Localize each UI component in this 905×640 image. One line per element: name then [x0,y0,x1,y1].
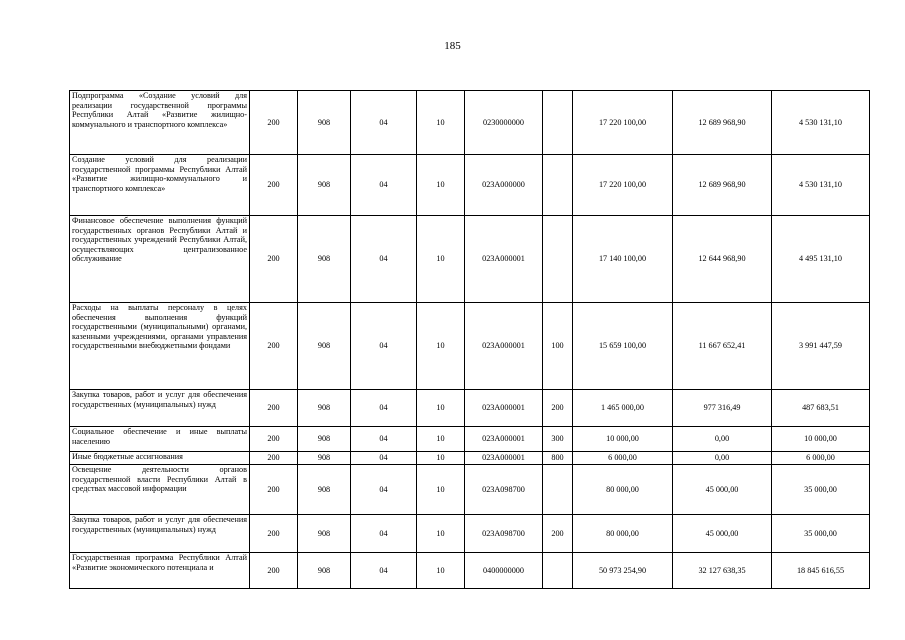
expense-type-cell: 100 [543,303,573,390]
amount-plan-cell: 15 659 100,00 [573,303,673,390]
amount-executed-cell: 0,00 [673,427,772,452]
section-code-cell: 04 [351,465,417,515]
department-code-cell: 908 [298,427,351,452]
amount-remaining-cell: 487 683,51 [772,390,870,427]
expense-type-cell: 300 [543,427,573,452]
expense-type-cell [543,216,573,303]
table-row [70,427,870,452]
subsection-code-cell: 10 [417,427,465,452]
department-code-cell: 908 [298,303,351,390]
table-row [70,303,870,390]
row-name-cell: Создание условий для реализации государственной программы Республики Алтай «Развитие жилищно-коммунального и транспортного комплекса» [70,155,250,216]
expense-type-cell: 800 [543,452,573,465]
subsection-code-cell: 10 [417,155,465,216]
table-row [70,390,870,427]
section-code-cell: 04 [351,155,417,216]
admin-code-cell: 200 [250,427,298,452]
amount-plan-cell: 50 973 254,90 [573,553,673,589]
amount-plan-cell: 6 000,00 [573,452,673,465]
amount-remaining-cell: 4 530 131,10 [772,155,870,216]
department-code-cell: 908 [298,216,351,303]
admin-code-cell: 200 [250,155,298,216]
table-row [70,155,870,216]
amount-executed-cell: 32 127 638,35 [673,553,772,589]
target-article-cell: 0230000000 [465,91,543,155]
department-code-cell: 908 [298,452,351,465]
section-code-cell: 04 [351,303,417,390]
page-number: 185 [444,40,461,52]
subsection-code-cell: 10 [417,216,465,303]
row-name-cell: Освещение деятельности органов государственной власти Республики Алтай в средствах массовой информации [70,465,250,515]
department-code-cell: 908 [298,390,351,427]
target-article-cell: 023А098700 [465,465,543,515]
amount-remaining-cell: 35 000,00 [772,465,870,515]
target-article-cell: 023А000001 [465,216,543,303]
expense-type-cell: 200 [543,515,573,553]
amount-plan-cell: 80 000,00 [573,515,673,553]
target-article-cell: 0400000000 [465,553,543,589]
admin-code-cell: 200 [250,515,298,553]
section-code-cell: 04 [351,427,417,452]
section-code-cell: 04 [351,515,417,553]
target-article-cell: 023А000001 [465,452,543,465]
department-code-cell: 908 [298,515,351,553]
section-code-cell: 04 [351,452,417,465]
table-row [70,91,870,155]
amount-plan-cell: 80 000,00 [573,465,673,515]
subsection-code-cell: 10 [417,465,465,515]
expense-type-cell [543,553,573,589]
section-code-cell: 04 [351,390,417,427]
section-code-cell: 04 [351,553,417,589]
expense-type-cell [543,91,573,155]
row-name-cell: Подпрограмма «Создание условий для реализации государственной программы Республики Алтай «Развитие жилищно-коммунального и транспортного комплекса» [70,91,250,155]
target-article-cell: 023А000001 [465,390,543,427]
department-code-cell: 908 [298,465,351,515]
row-name-cell: Социальное обеспечение и иные выплаты населению [70,427,250,452]
admin-code-cell: 200 [250,303,298,390]
row-name-cell: Закупка товаров, работ и услуг для обеспечения государственных (муниципальных) нужд [70,515,250,553]
table-row [70,465,870,515]
subsection-code-cell: 10 [417,515,465,553]
subsection-code-cell: 10 [417,303,465,390]
expense-type-cell: 200 [543,390,573,427]
table-row [70,452,870,465]
row-name-cell: Расходы на выплаты персоналу в целях обеспечения выполнения функций государственными (муниципальными) органами, казенными учреждениями, органами управления государственными внебюджетными фондами [70,303,250,390]
table-row [70,515,870,553]
row-name-cell: Иные бюджетные ассигнования [70,452,250,465]
target-article-cell: 023А000001 [465,427,543,452]
amount-remaining-cell: 6 000,00 [772,452,870,465]
table-row [70,216,870,303]
expense-type-cell [543,155,573,216]
row-name-cell: Закупка товаров, работ и услуг для обеспечения государственных (муниципальных) нужд [70,390,250,427]
admin-code-cell: 200 [250,452,298,465]
expense-type-cell [543,465,573,515]
subsection-code-cell: 10 [417,452,465,465]
admin-code-cell: 200 [250,390,298,427]
target-article-cell: 023А000001 [465,303,543,390]
amount-remaining-cell: 4 495 131,10 [772,216,870,303]
amount-executed-cell: 45 000,00 [673,515,772,553]
target-article-cell: 023А098700 [465,515,543,553]
target-article-cell: 023А000000 [465,155,543,216]
amount-plan-cell: 17 140 100,00 [573,216,673,303]
amount-plan-cell: 17 220 100,00 [573,91,673,155]
amount-executed-cell: 0,00 [673,452,772,465]
amount-executed-cell: 45 000,00 [673,465,772,515]
admin-code-cell: 200 [250,216,298,303]
amount-remaining-cell: 10 000,00 [772,427,870,452]
row-name-cell: Государственная программа Республики Алтай «Развитие экономического потенциала и [70,553,250,589]
subsection-code-cell: 10 [417,390,465,427]
table-row [70,553,870,589]
admin-code-cell: 200 [250,553,298,589]
subsection-code-cell: 10 [417,91,465,155]
amount-executed-cell: 12 689 968,90 [673,91,772,155]
admin-code-cell: 200 [250,465,298,515]
amount-remaining-cell: 18 845 616,55 [772,553,870,589]
amount-executed-cell: 12 644 968,90 [673,216,772,303]
budget-table [69,90,870,589]
section-code-cell: 04 [351,216,417,303]
amount-remaining-cell: 4 530 131,10 [772,91,870,155]
section-code-cell: 04 [351,91,417,155]
amount-executed-cell: 977 316,49 [673,390,772,427]
admin-code-cell: 200 [250,91,298,155]
subsection-code-cell: 10 [417,553,465,589]
amount-plan-cell: 17 220 100,00 [573,155,673,216]
department-code-cell: 908 [298,553,351,589]
department-code-cell: 908 [298,155,351,216]
amount-plan-cell: 10 000,00 [573,427,673,452]
amount-plan-cell: 1 465 000,00 [573,390,673,427]
amount-remaining-cell: 35 000,00 [772,515,870,553]
amount-remaining-cell: 3 991 447,59 [772,303,870,390]
amount-executed-cell: 12 689 968,90 [673,155,772,216]
row-name-cell: Финансовое обеспечение выполнения функций государственных органов Республики Алтай и государственных учреждений Республики Алтай, осуществляющих централизованное обслуживание [70,216,250,303]
department-code-cell: 908 [298,91,351,155]
amount-executed-cell: 11 667 652,41 [673,303,772,390]
